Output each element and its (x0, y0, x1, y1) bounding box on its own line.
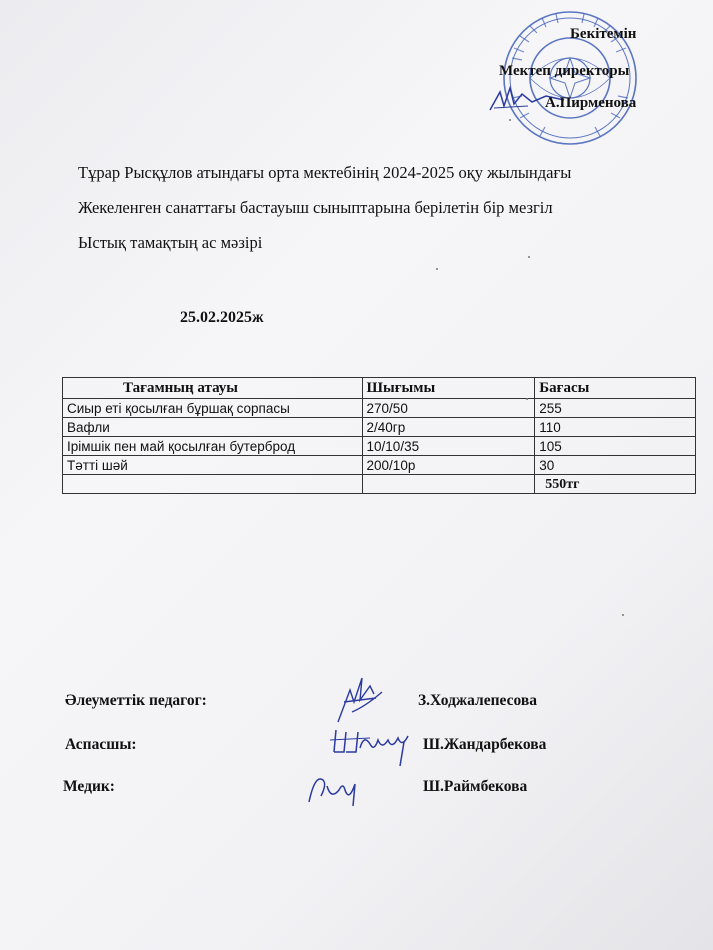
title-line-3: Ыстық тамақтың ас мәзірі (78, 233, 263, 252)
empty-cell (63, 475, 363, 494)
paper-speck (528, 256, 530, 258)
empty-cell (362, 475, 535, 494)
approval-line-position: Мектеп директоры (499, 63, 630, 79)
signature-medic-icon (305, 766, 365, 808)
total-price-cell: 550тг (535, 475, 696, 494)
paper-speck (436, 268, 438, 270)
yield-cell: 200/10р (362, 456, 535, 475)
role-medic: Медик: (63, 778, 115, 795)
paper-speck (622, 614, 624, 616)
price-cell: 30 (535, 456, 696, 475)
name-medic: Ш.Раймбекова (423, 778, 528, 795)
menu-table (62, 377, 696, 494)
dish-name-cell: Вафли (63, 418, 363, 437)
header-price: Бағасы (535, 378, 696, 399)
signature-cook-icon (330, 722, 416, 770)
approval-line-approve: Бекітемін (570, 26, 637, 42)
yield-cell: 270/50 (362, 399, 535, 418)
menu-date: 25.02.2025ж (180, 309, 264, 326)
approval-line-name: А.Пирменова (545, 95, 637, 111)
table-row (63, 418, 696, 437)
yield-cell: 10/10/35 (362, 437, 535, 456)
title-line-1: Тұрар Рысқұлов атындағы орта мектебінің 2024-2025 оқу жылындағы (78, 163, 572, 182)
table-row (63, 437, 696, 456)
price-cell: 255 (535, 399, 696, 418)
paper-speck (509, 119, 511, 121)
table-row (63, 399, 696, 418)
price-cell: 105 (535, 437, 696, 456)
dish-name-cell: Сиыр еті қосылған бұршақ сорпасы (63, 399, 363, 418)
paper-speck (526, 398, 528, 400)
role-social-pedagogue: Әлеуметтік педагог: (65, 692, 207, 709)
dish-name-cell: Ірімшік пен май қосылған бутерброд (63, 437, 363, 456)
table-header-row (63, 378, 696, 399)
header-dish-name: Тағамның атауы (63, 378, 363, 399)
table-total-row (63, 475, 696, 494)
title-line-2: Жекеленген санаттағы бастауыш сыныптарына берілетін бір мезгіл (78, 198, 553, 217)
role-cook: Аспасшы: (65, 736, 137, 753)
signature-social-pedagogue-icon (330, 672, 390, 726)
table-row (63, 456, 696, 475)
name-social-pedagogue: З.Ходжалепесова (418, 692, 537, 709)
price-cell: 110 (535, 418, 696, 437)
dish-name-cell: Тәтті шәй (63, 456, 363, 475)
header-yield: Шығымы (362, 378, 535, 399)
yield-cell: 2/40гр (362, 418, 535, 437)
name-cook: Ш.Жандарбекова (423, 736, 547, 753)
